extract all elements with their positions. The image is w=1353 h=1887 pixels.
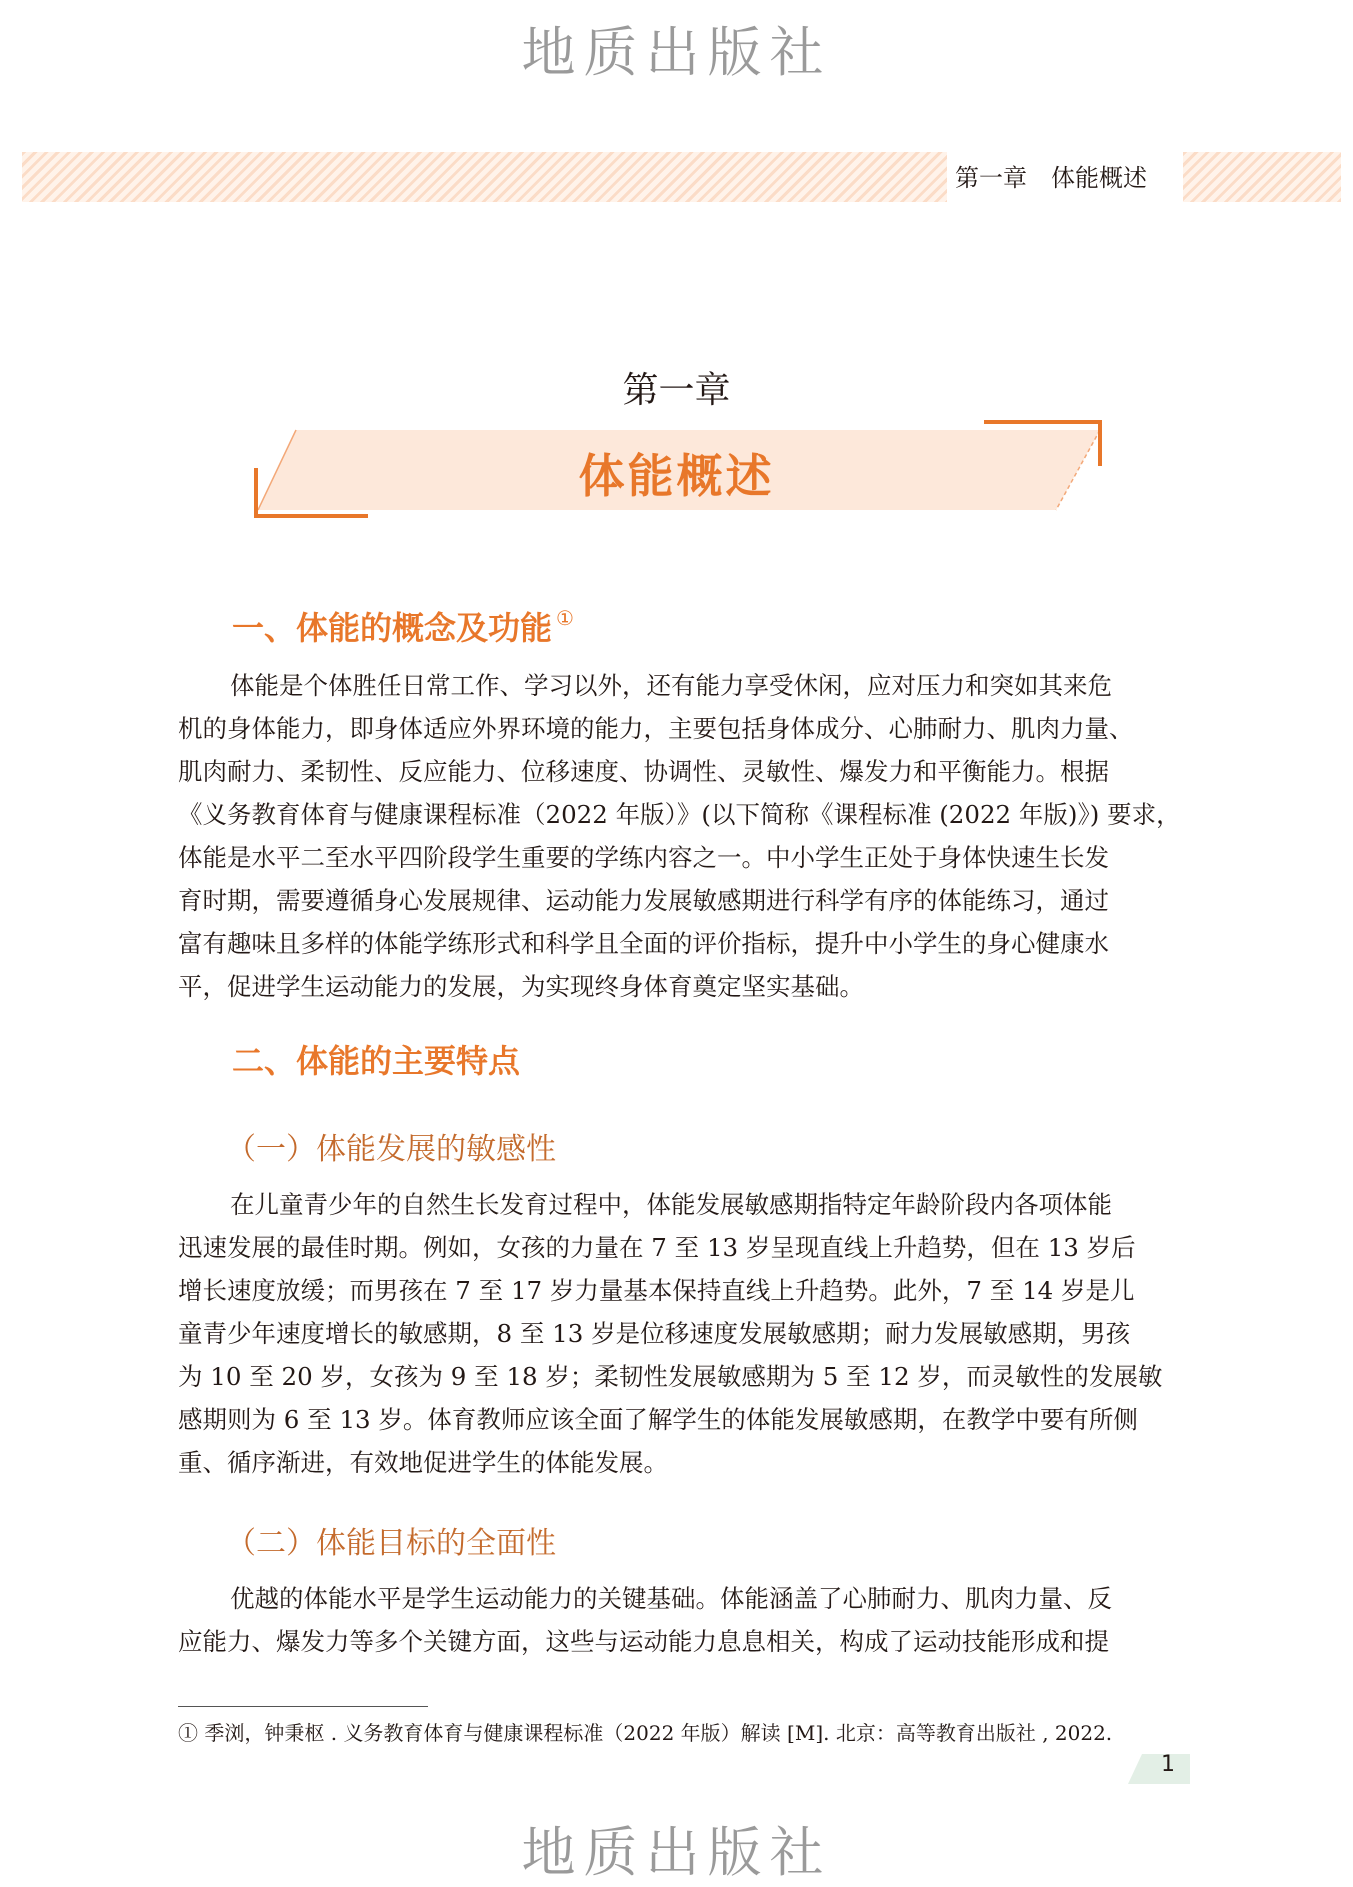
footnote-rule	[178, 1706, 428, 1707]
paragraph-line: 平，促进学生运动能力的发展，为实现终身体育奠定坚实基础。	[178, 972, 864, 1001]
paragraph-line: 体能是水平二至水平四阶段学生重要的学练内容之一。中小学生正处于身体快速生长发	[178, 843, 1109, 872]
paragraph-sensitivity	[178, 1183, 1178, 1484]
paragraph-line: 感期则为 6 至 13 岁。体育教师应该全面了解学生的体能发展敏感期，在教学中要有所侧	[178, 1405, 1138, 1434]
watermark-top: 地质出版社	[521, 21, 832, 84]
subsection-heading-1: （一）体能发展的敏感性	[226, 1132, 556, 1167]
chapter-title: 体能概述	[578, 449, 775, 503]
paragraph-line: 在儿童青少年的自然生长发育过程中，体能发展敏感期指特定年龄阶段内各项体能	[230, 1190, 1112, 1219]
paragraph-comprehensive	[178, 1577, 1178, 1663]
watermark-bottom: 地质出版社	[521, 1821, 832, 1884]
paragraph-line: 《义务教育体育与健康课程标准（2022 年版）》(以下简称《课程标准 (2022 年版)》) 要求，	[178, 800, 1181, 829]
paragraph-line: 为 10 至 20 岁，女孩为 9 至 18 岁；柔韧性发展敏感期为 5 至 12 岁，而灵敏性的发展敏	[178, 1362, 1163, 1391]
footnote: ① 季浏，钟秉枢 . 义务教育体育与健康课程标准（2022 年版）解读 [M]. 北京：高等教育出版社 , 2022.	[178, 1721, 1113, 1745]
header-band-right	[1183, 152, 1341, 202]
page-number: 1	[1161, 1752, 1175, 1777]
paragraph-line: 体能是个体胜任日常工作、学习以外，还有能力享受休闲，应对压力和突如其来危	[230, 671, 1112, 700]
paragraph-line: 童青少年速度增长的敏感期，8 至 13 岁是位移速度发展敏感期；耐力发展敏感期，男孩	[178, 1319, 1131, 1348]
section-heading-1-text: 一、体能的概念及功能	[232, 609, 553, 647]
section-heading-2: 二、体能的主要特点	[232, 1042, 521, 1080]
paragraph-line: 肌肉耐力、柔韧性、反应能力、位移速度、协调性、灵敏性、爆发力和平衡能力。根据	[178, 757, 1109, 786]
section-heading-1	[232, 603, 574, 649]
paragraph-line: 富有趣味且多样的体能学练形式和科学且全面的评价指标，提升中小学生的身心健康水	[178, 929, 1109, 958]
paragraph-line: 机的身体能力，即身体适应外界环境的能力，主要包括身体成分、心肺耐力、肌肉力量、	[178, 714, 1134, 743]
paragraph-line: 增长速度放缓；而男孩在 7 至 17 岁力量基本保持直线上升趋势。此外，7 至 14 岁是儿	[178, 1276, 1135, 1305]
paragraph-line: 优越的体能水平是学生运动能力的关键基础。体能涵盖了心肺耐力、肌肉力量、反	[230, 1584, 1112, 1613]
header-band-left	[22, 152, 947, 202]
paragraph-line: 育时期，需要遵循身心发展规律、运动能力发展敏感期进行科学有序的体能练习，通过	[178, 886, 1109, 915]
running-head: 第一章 体能概述	[955, 164, 1147, 192]
paragraph-line: 重、循序渐进，有效地促进学生的体能发展。	[178, 1448, 668, 1477]
subsection-heading-2: （二）体能目标的全面性	[226, 1526, 556, 1561]
footnote-marker: ①	[556, 606, 574, 630]
chapter-number: 第一章	[622, 370, 731, 411]
paragraph-line: 应能力、爆发力等多个关键方面，这些与运动能力息息相关，构成了运动技能形成和提	[178, 1627, 1109, 1656]
paragraph-concept	[178, 664, 1181, 1008]
paragraph-line: 迅速发展的最佳时期。例如，女孩的力量在 7 至 13 岁呈现直线上升趋势，但在 13 岁后	[178, 1233, 1136, 1262]
